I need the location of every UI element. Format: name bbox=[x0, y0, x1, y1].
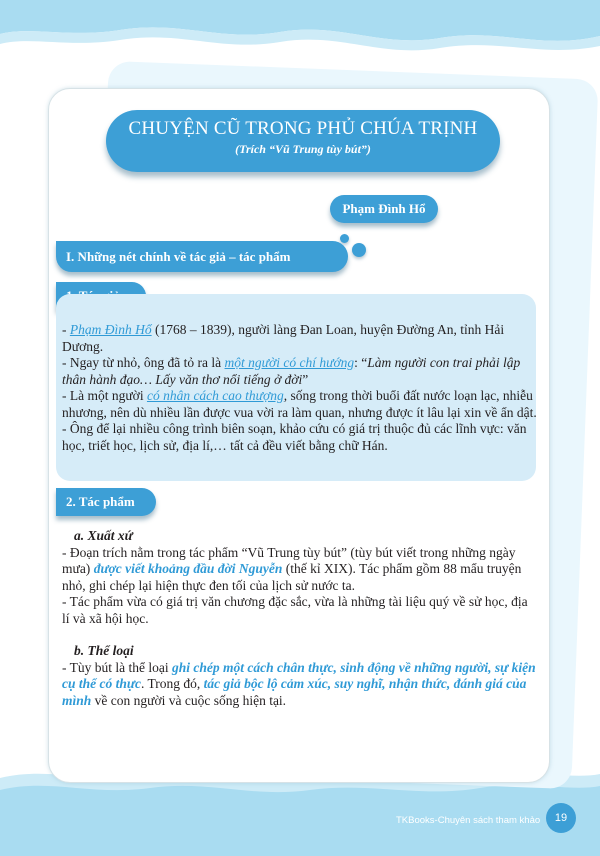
section-heading: I. Những nét chính về tác giả – tác phẩm bbox=[56, 241, 348, 272]
text-span: (1768 – 1839), người làng Đan Loan, huyện Đường An, tỉnh Hải Dương. bbox=[62, 322, 505, 354]
paragraph bbox=[62, 660, 537, 710]
subsection-heading-tac-pham: 2. Tác phẩm bbox=[56, 488, 156, 516]
text-span: - Tùy bút là thể loại bbox=[62, 659, 172, 675]
author-info-text bbox=[62, 322, 537, 454]
bubble-decoration-small bbox=[340, 234, 349, 243]
author-badge: Phạm Đình Hổ bbox=[330, 195, 438, 223]
page-subtitle: (Trích “Vũ Trung tùy bút”) bbox=[235, 142, 371, 156]
title-banner bbox=[106, 110, 500, 172]
paragraph: - Ông để lại nhiều công trình biên soạn, khảo cứu có giá trị thuộc đủ các lĩnh vực: văn học, triết học, lịch sử, địa lí,… tất cả đều viết bằng chữ Hán. bbox=[62, 421, 527, 453]
work-info-text bbox=[62, 528, 537, 709]
text-span: : “ bbox=[354, 355, 368, 370]
text-span: (thế kỉ XIX). Tác phẩm gồm 88 mẩu truyện nhỏ, ghi chép lại hiện thực đen tối của lịch sử nước ta. bbox=[62, 561, 522, 593]
bubble-decoration-large bbox=[352, 243, 366, 257]
text-span: ” bbox=[302, 371, 309, 387]
text-span: - Là một người bbox=[62, 388, 147, 403]
text-span: , sống trong thời buổi đất nước loạn lạc, nhiễu nhương, nên dù nhiều lần được vua vời ra làm quan, nhưng được ít lâu lại xin về ẩn dật. bbox=[62, 388, 537, 420]
paragraph bbox=[62, 355, 537, 388]
top-wave-decoration bbox=[0, 0, 600, 70]
text-span: về con người và cuộc sống hiện tại. bbox=[91, 692, 287, 708]
paragraph bbox=[62, 545, 537, 595]
author-name-highlight: Phạm Đình Hổ bbox=[69, 322, 152, 337]
text-span: - Đoạn trích nằm trong tác phẩm “Vũ Trung tùy bút” (tùy bút viết trong những ngày mưa) bbox=[62, 544, 516, 576]
quote-span: Làm người con trai phải lập thân hành đạo… Lấy văn thơ nổi tiếng ở đời bbox=[62, 355, 521, 387]
subhead-the-loai: b. Thể loại bbox=[74, 643, 134, 658]
subhead-xuat-xu: a. Xuất xứ bbox=[74, 528, 133, 543]
text-span: - Ngay từ nhỏ, ông đã tỏ ra là bbox=[62, 355, 225, 370]
publisher-footer: TKBooks-Chuyên sách tham khảo bbox=[396, 815, 541, 826]
paragraph: - Phạm Đình Hổ (1768 – 1839), người làng Đan Loan, huyện Đường An, tỉnh Hải Dương. bbox=[62, 322, 505, 354]
highlight-span: một người có chí hướng bbox=[224, 355, 355, 370]
page-number: 19 bbox=[546, 803, 576, 833]
paragraph bbox=[62, 388, 537, 421]
highlight-span: được viết khoảng đầu đời Nguyễn bbox=[93, 561, 283, 576]
highlight-span: có nhân cách cao thượng bbox=[146, 388, 284, 403]
highlight-span: tác giả bộc lộ cảm xúc, suy nghĩ, nhận thức, đánh giá của mình bbox=[62, 676, 527, 708]
paragraph: - Tác phẩm vừa có giá trị văn chương đặc sắc, vừa là những tài liệu quý về sử học, địa lí và xã hội học. bbox=[62, 594, 528, 626]
highlight-span: ghi chép một cách chân thực, sinh động về những người, sự kiện cụ thể có thực bbox=[62, 659, 536, 691]
page-title: CHUYỆN CŨ TRONG PHỦ CHÚA TRỊNH bbox=[128, 118, 478, 139]
text-span: . Trong đó, bbox=[140, 676, 204, 691]
